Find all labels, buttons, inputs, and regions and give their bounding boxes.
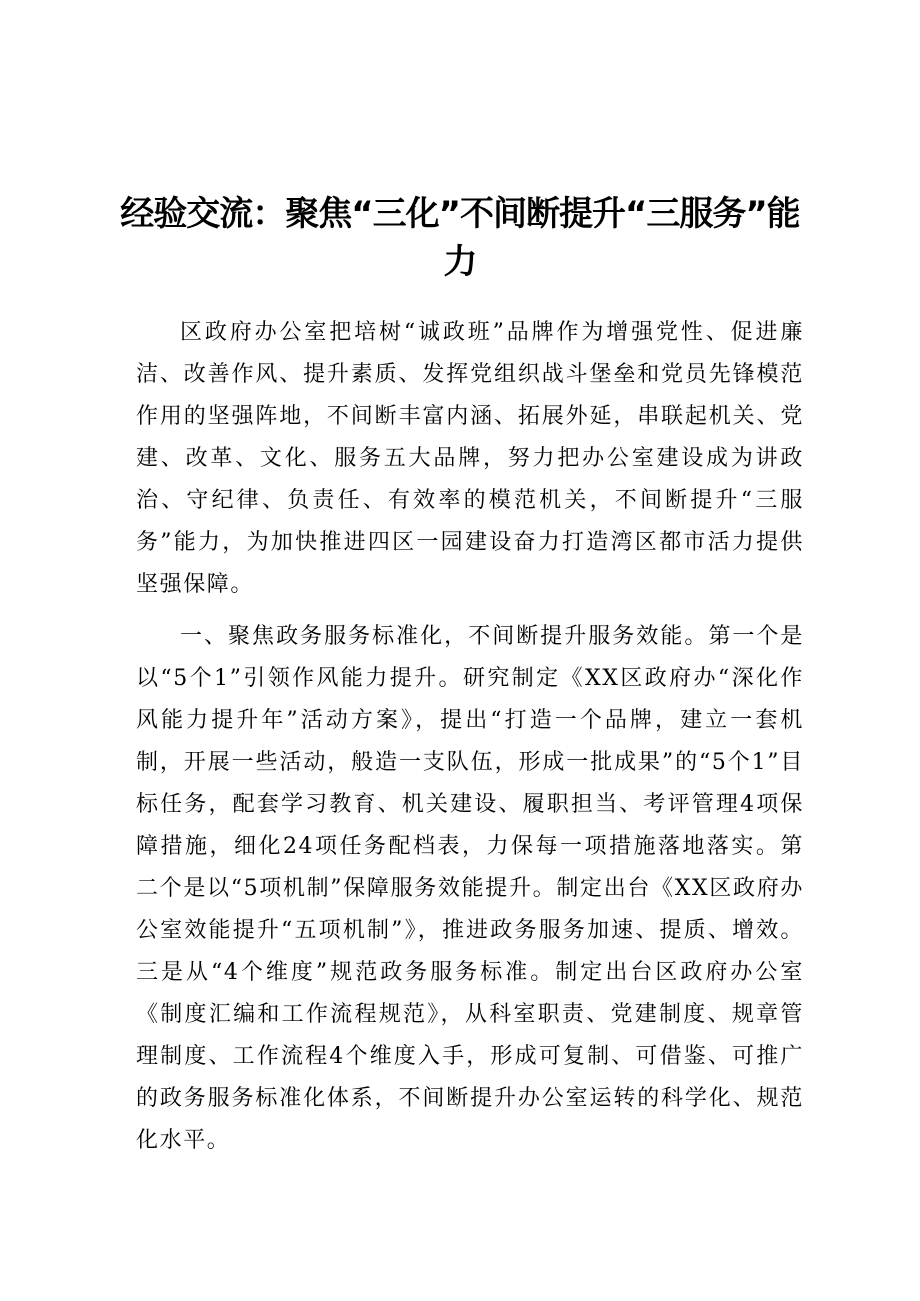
document-title: 经验交流：聚焦“三化”不间断提升“三服务”能力	[120, 194, 800, 282]
document-body	[136, 312, 804, 1162]
section-one-paragraph: 一、聚焦政务服务标准化，不间断提升服务效能。第一个是以“5个1”引领作风能力提升。研究制定《XX区政府办“深化作风能力提升年”活动方案》，提出“打造一个品牌，建立一套机制，开展一些活动，般造一支队伍，形成一批成果”的“5个1”目标任务，配套学习教育、机关建设、履职担当、考评管理4项保障措施，细化24项任务配档表，力保每一项措施落地落实。第二个是以“5项机制”保障服务效能提升。制定出台《XX区政府办公室效能提升“五项机制”》，推进政务服务加速、提质、增效。三是从“4个维度”规范政务服务标准。制定出台区政府办公室《制度汇编和工作流程规范》，从科室职责、党建制度、规章管理制度、工作流程4个维度入手，形成可复制、可借鉴、可推广的政务服务标准化体系，不间断提升办公室运转的科学化、规范化水平。	[136, 624, 804, 1153]
intro-paragraph: 区政府办公室把培树“诚政班”品牌作为增强党性、促进廉洁、改善作风、提升素质、发挥党组织战斗堡垒和党员先锋模范作用的坚强阵地，不间断丰富内涵、拓展外延，串联起机关、党建、改革、文化、服务五大品牌，努力把办公室建设成为讲政治、守纪律、负责任、有效率的模范机关，不间断提升“三服务”能力，为加快推进四区一园建设奋力打造湾区都市活力提供坚强保障。	[136, 320, 804, 597]
